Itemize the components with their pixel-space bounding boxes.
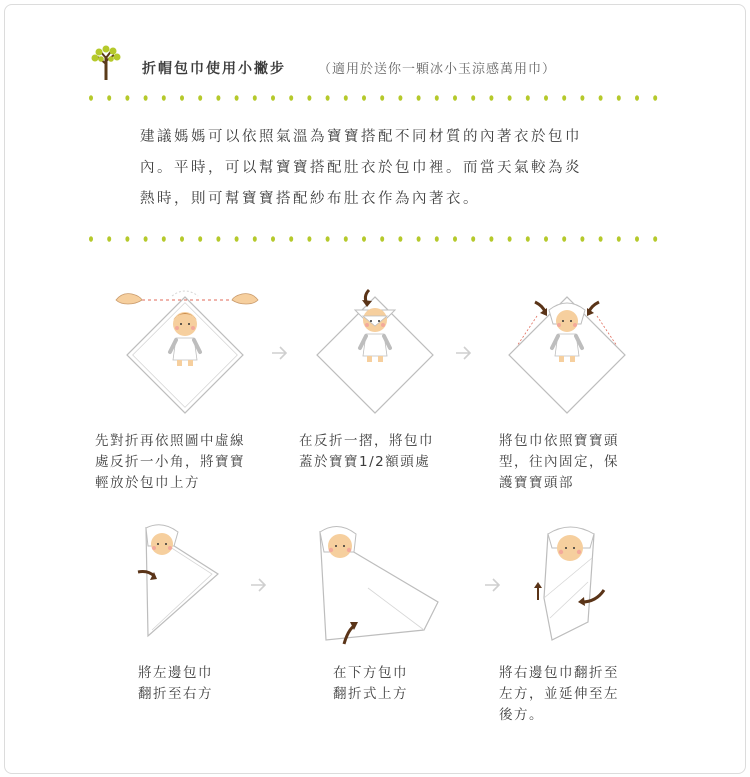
section-header [88, 44, 688, 84]
intro-line: 內。平時，可以幫寶寶搭配肚衣於包巾裡。而當天氣較為炎 [140, 160, 582, 176]
baby-icon [360, 308, 390, 362]
step6-caption [499, 663, 619, 726]
divider-dot [489, 236, 493, 242]
divider-dot [617, 236, 621, 242]
divider-dot [417, 236, 421, 242]
step2-caption [299, 431, 434, 473]
divider-dot [89, 95, 93, 101]
divider-dot [380, 95, 384, 101]
caption-line: 左方，並延伸至左 [499, 686, 619, 702]
divider-dot [107, 236, 111, 242]
divider-dot [235, 95, 239, 101]
step3-illustration [497, 286, 637, 416]
divider-dot [235, 236, 239, 242]
divider-dot [271, 236, 275, 242]
baby-icon [170, 312, 200, 366]
step4-caption [138, 663, 213, 705]
page-title: 折帽包巾使用小撇步 [142, 61, 286, 77]
step5-caption [333, 663, 408, 705]
fold-in-right-arrow-icon [587, 302, 599, 316]
divider-dot [471, 95, 475, 101]
divider-dot [125, 236, 129, 242]
divider-dot [580, 236, 584, 242]
divider-dot [307, 95, 311, 101]
divider-dot [344, 236, 348, 242]
baby-face-icon [557, 535, 583, 561]
divider-dot [289, 236, 293, 242]
step1-illustration [112, 286, 262, 416]
divider-dot [198, 95, 202, 101]
hand-right-icon [232, 294, 258, 304]
divider-dot [453, 236, 457, 242]
divider-dot [89, 236, 93, 242]
divider-dot [635, 95, 639, 101]
caption-line: 護寶寶頭部 [499, 475, 574, 491]
divider-dot [162, 95, 166, 101]
divider-dot [653, 236, 657, 242]
caption-line: 輕放於包巾上方 [95, 475, 200, 491]
intro-paragraph [140, 122, 640, 215]
divider-dot [326, 236, 330, 242]
divider-dot [289, 95, 293, 101]
divider-dot [599, 236, 603, 242]
divider-dot [398, 95, 402, 101]
divider-dot [162, 236, 166, 242]
divider-dot [453, 95, 457, 101]
divider-dot [508, 95, 512, 101]
divider-dot [544, 95, 548, 101]
divider-dot [435, 236, 439, 242]
divider-dot [380, 236, 384, 242]
divider-dot [144, 95, 148, 101]
step3-caption [499, 431, 619, 494]
divider-dot [144, 236, 148, 242]
baby-icon [552, 310, 582, 362]
caption-line: 蓋於寶寶1/2額頭處 [299, 454, 431, 470]
divider-dot [107, 95, 111, 101]
divider-dot [526, 236, 530, 242]
tuck-up-arrow-icon [534, 582, 542, 600]
step5-illustration [308, 518, 448, 648]
divider-dot [599, 95, 603, 101]
divider-dot [580, 95, 584, 101]
step2-illustration [305, 286, 445, 416]
divider-dot [216, 236, 220, 242]
page-subtitle: （適用於送你一顆冰小玉涼感萬用巾） [318, 62, 557, 77]
caption-line: 在下方包巾 [333, 665, 408, 681]
divider-dot [417, 95, 421, 101]
caption-line: 在反折一摺，將包巾 [299, 433, 434, 449]
step6-illustration [526, 518, 616, 648]
divider-dot [362, 236, 366, 242]
divider-dot [489, 95, 493, 101]
step1-caption [95, 431, 245, 494]
divider-dot [398, 236, 402, 242]
divider-dot [216, 95, 220, 101]
divider-dot [471, 236, 475, 242]
divider-dot [253, 236, 257, 242]
next-arrow-icon [250, 577, 268, 593]
divider-dot [653, 95, 657, 101]
divider-dot [253, 95, 257, 101]
baby-face-icon [151, 533, 173, 555]
baby-face-icon [328, 534, 352, 558]
tree-icon [88, 44, 124, 80]
caption-line: 翻折式上方 [333, 686, 408, 702]
step4-illustration [128, 518, 238, 648]
divider-dot [307, 236, 311, 242]
divider-dot [271, 95, 275, 101]
caption-line: 先對折再依照圖中虛線 [95, 433, 245, 449]
divider-dot [344, 95, 348, 101]
fold-in-left-arrow-icon [535, 302, 547, 316]
caption-line: 後方。 [499, 707, 544, 723]
next-arrow-icon [455, 345, 473, 361]
divider-dot [180, 95, 184, 101]
divider-dot [326, 95, 330, 101]
next-arrow-icon [484, 577, 502, 593]
caption-line: 將左邊包巾 [138, 665, 213, 681]
divider-dot [635, 236, 639, 242]
divider-dot [617, 95, 621, 101]
divider-dot [526, 95, 530, 101]
divider-dot [562, 95, 566, 101]
divider-dot [562, 236, 566, 242]
intro-line: 建議媽媽可以依照氣溫為寶寶搭配不同材質的內著衣於包巾 [140, 129, 582, 145]
intro-line: 熱時，則可幫寶寶搭配紗布肚衣作為內著衣。 [140, 191, 480, 207]
caption-line: 將右邊包巾翻折至 [499, 665, 619, 681]
dotted-divider-bottom [88, 234, 668, 244]
divider-dot [198, 236, 202, 242]
divider-dot [180, 236, 184, 242]
hand-left-icon [116, 294, 142, 304]
divider-dot [362, 95, 366, 101]
divider-dot [508, 236, 512, 242]
caption-line: 型，往內固定，保 [499, 454, 619, 470]
next-arrow-icon [271, 345, 289, 361]
caption-line: 將包巾依照寶寶頭 [499, 433, 619, 449]
divider-dot [125, 95, 129, 101]
divider-dot [435, 95, 439, 101]
caption-line: 處反折一小角，將寶寶 [95, 454, 245, 470]
dotted-divider-top [88, 93, 668, 103]
caption-line: 翻折至右方 [138, 686, 213, 702]
divider-dot [544, 236, 548, 242]
